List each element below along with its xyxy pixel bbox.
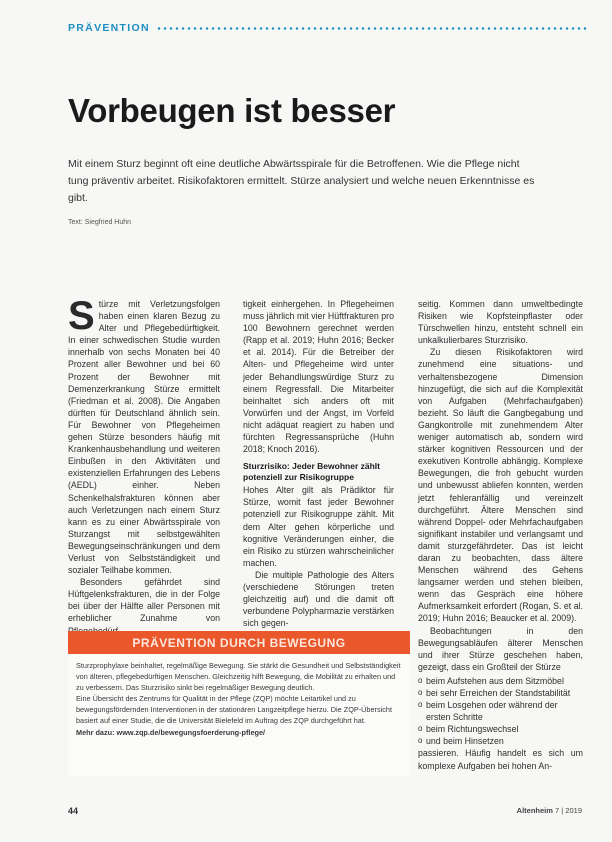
info-box-link[interactable]: Mehr dazu: www.zqp.de/bewegungsfoerderung-pflege/: [76, 727, 266, 737]
article-paragraph: [68, 294, 220, 576]
article-paragraph: seitig. Kommen dann umweltbedingte Risiken wie Kopfsteinpflaster oder Türschwellen hinzu, entsteht schnell ein unkalkulierbares Sturzrisiko.: [418, 299, 583, 346]
list-item: o bei sehr Erreichen der Standstabilität: [418, 687, 583, 699]
article-column-1: [68, 294, 220, 637]
article-subheading: Sturzrisiko: Jeder Bewohner zählt potenziell zur Risikogruppe: [243, 461, 380, 483]
magazine-folio: [517, 806, 582, 815]
page-number: 44: [68, 806, 79, 816]
author-credit: Text: Siegfried Huhn: [68, 219, 132, 226]
list-item: o beim Losgehen oder während der ersten Schritte: [418, 699, 583, 723]
list-item: o und beim Hinsetzen: [418, 735, 583, 747]
dotted-rule: [156, 27, 588, 30]
info-box: [68, 631, 410, 776]
article-paragraph: Besonders gefährdet sind Hüftgelenksfrakturen, die in der Folge bei über der Hälfte aller Personen mit erheblicher Zunahme von: [68, 577, 220, 624]
article-paragraph: Hohes Alter gilt als Prädiktor für Stürze, womit fast jeder Bewohner potenziell zur Risikogruppe zählt. Mit dem Alter gehen körperliche und kognitive Veränderungen einher, die ein Risiko zu stürzen wahrscheinlicher machen.: [243, 485, 394, 568]
article-lead: Mit einem Sturz beginnt oft eine deutliche Abwärtsspirale für die Betroffenen. Wie die Pflege nicht tung präventiv arbeitet. Risikofaktoren ermittelt. Stürze analysiert und welche neuen Erkenntnisse es gibt.: [68, 158, 535, 204]
section-rubric: [68, 18, 588, 38]
article-column-2: [243, 298, 394, 629]
article-paragraph: Beobachtungen in den Bewegungsabläufen älterer Menschen und ihrer Stürze geschehen haben, gezeigt, dass ein Großteil der Stürze: [418, 625, 583, 672]
article-paragraph: tigkeit einhergehen. In Pflegeheimen muss jährlich mit vier Hüftfrakturen pro 100 Bewohnern gerechnet werden (Rapp et al. 2019; Huhn 2016; Becker et al. 2014). Für die Betreiber der Alten- und Pflegeheime wird unter jeder Behandlungswürdige Sturz zu einem Regressfall. Die Mitarbeiter beinhaltet sich anders oft mit Vorwürfen und der Angst, im Vorfeld nicht adäquat reagiert zu haben und fürchten Regressansprüche (Huhn 2018; Knoch 2016).: [243, 299, 394, 455]
magazine-name: Altenheim: [516, 806, 553, 815]
issue-number: 7 | 2019: [555, 806, 582, 815]
section-label: PRÄVENTION: [68, 22, 150, 34]
info-box-paragraph: Eine Übersicht des Zentrums für Qualität in der Pflege (ZQP) möchte Leitartikel und zu bewegungsfördernden Interventionen in der stationären Langzeitpflege hierzu. Die ZQP-Übersicht basiert auf einer Studie, die die Universität Bielefeld im Auftrag des ZQP durchgeführt hat.: [76, 694, 392, 726]
info-box-body: [68, 654, 410, 738]
article-paragraph: Die multiple Pathologie des Alters (verschiedene Störungen treten gleichzeitig auf) und die damit oft verbundene Polypharmazie verstärken sich gegen-: [243, 569, 394, 629]
article-paragraph: passieren. Häufig handelt es sich um komplexe Aufgaben bei hohen An-: [418, 748, 583, 771]
list-item: o beim Richtungswechsel: [418, 723, 583, 735]
paragraph-text: türze mit Verletzungsfolgen haben einen klaren Bezug zu Alter und Pflegebedürftigkeit. In einer schwedischen Studie wurden innerhalb von sechs Monaten bei 40 Prozent aller Bewohner und bei 60 Prozent der Bewohner mit Demenzerkrankung Stürze ermittelt (Friedman et al. 2008). Die Angaben dürften für Deutschland ähnlich sein. Für Bewohner von Pflegeheimen gehen Stürze besonders häufig mit Krankenhausbehandlung und weiteren Einbußen in den Aktivitäten und existenziellen Erfahrungen des Lebens (AEDL) einher. Neben Schenkelhalsfrakturen können aber auch Verletzungen nach einem Sturz kann es zu einer Abwärtsspirale von Sturzangst mit selbstgewählten Bewegungseinschränkungen und dem Verlust von Selbstständigkeit und sozialer Teilhabe kommen.: [68, 299, 220, 576]
article-headline: Vorbeugen ist besser: [68, 92, 396, 129]
info-box-title: PRÄVENTION DURCH BEWEGUNG: [68, 631, 410, 654]
drop-cap: S: [68, 294, 95, 338]
article-column-3: [418, 298, 583, 772]
fall-situations-list: [418, 675, 583, 748]
article-paragraph: Zu diesen Risikofaktoren wird zunehmend eine situations- und verhaltensbezogene Dimension hinzugefügt, die sich auf die Komplexität von Aufgaben (Mehrfachaufgaben) bezieht. So läuft die Gangbegabung und Gangkontrolle mit zunehmendem Alter weniger automatisch ab, sondern wird stärker kognitiven Ressourcen und der exekutiven Kontrolle abhängig. Komplexe Bewegungen, die froh gebucht wurden und unbewusst abliefen konnten, werden jetzt fehleranfällig und vereinzelt durchgeführt. Ältere Menschen sind während Doppel- oder Mehrfachaufgaben signifikant instabiler und verlangsamt und damit sturzgefährdeter. Das ist leicht daran zu beobachten, dass ältere Menschen während des Gehens langsamer werden und stehen bleiben, wenn das Gespräch eine höhere Aufmerksamkeit erfordert (Rogan, S. et al. 2019; Huhn 2016; Beaucker et al. 2009).: [418, 347, 583, 624]
list-item: o beim Aufstehen aus dem Sitzmöbel: [418, 675, 583, 687]
info-box-paragraph: Sturzprophylaxe beinhaltet, regelmäßige Bewegung. Sie stärkt die Gesundheit und Selbstständigkeit von älteren, pflegebedürftigen Menschen. Gleichzeitig hilft Bewegung, die Mobilität zu erhalten und zu verbessern. Das Sturzrisiko sinkt bei regelmäßiger Bewegung deutlich.: [76, 661, 401, 693]
